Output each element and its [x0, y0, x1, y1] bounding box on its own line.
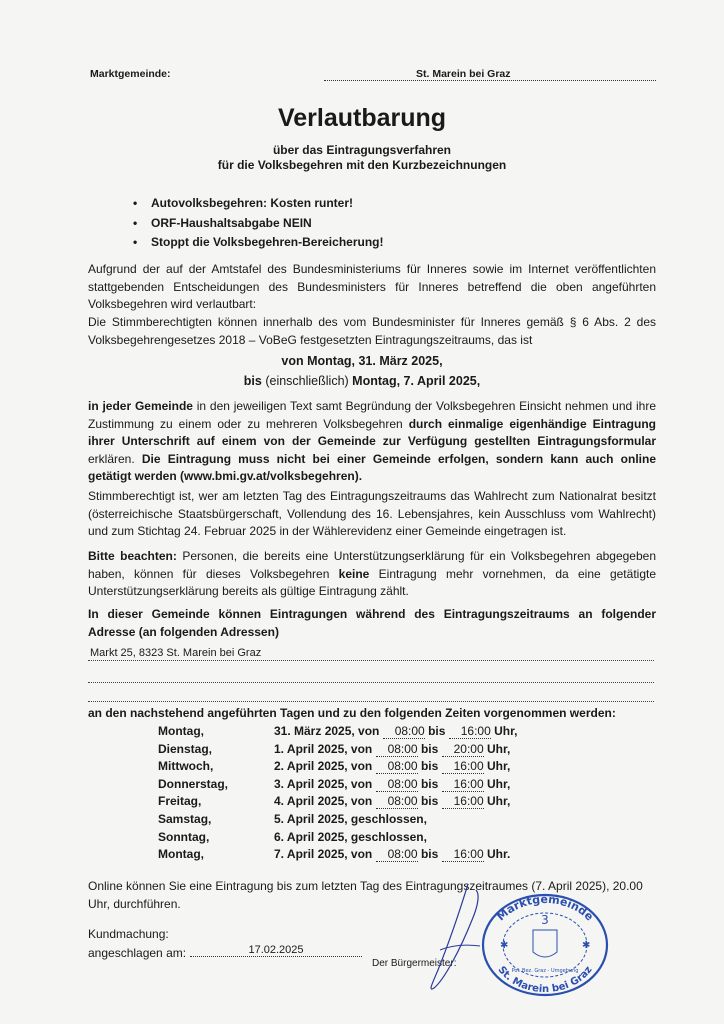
notice-bold-1: Bitte beachten:: [88, 549, 177, 563]
schedule-bis: bis: [428, 724, 446, 738]
schedule-end: Uhr,: [494, 724, 518, 738]
online-note: Online können Sie eine Eintragung bis zum letzten Tag des Eintragungszeitraumes (7. April 2025), 20.00 Uhr, durchführen.: [88, 879, 643, 911]
municipality-value: St. Marein bei Graz: [324, 68, 656, 81]
schedule-day: Montag,: [158, 847, 204, 862]
schedule-end: Uhr,: [486, 794, 511, 809]
star-icon: ✱: [500, 940, 509, 951]
schedule-open: 08:00: [376, 742, 418, 757]
schedule-entry: [274, 794, 510, 809]
schedule-date: 5. April 2025, geschlossen,: [274, 811, 427, 826]
notice-text-2: Eintragung mehr vornehmen, da eine getätigte Unterstützungserklärung bereits als gültige Eintragung zählt.: [88, 566, 656, 598]
schedule-close: 16:00: [449, 724, 491, 739]
intro-paragraph: Aufgrund der auf der Amtstafel des Bundesministeriums für Inneres sowie im Internet veröffentlichten stattgebenden Entscheidungen des Bundesministers für Inneres betreffend die oben angeführten Volksbegehren wird verlautbart:: [88, 262, 656, 311]
municipality-label: Marktgemeinde:: [90, 68, 171, 80]
schedule-open: 08:00: [376, 759, 418, 774]
notice-bold-2: keine: [338, 566, 370, 581]
notice-paragraph: [88, 548, 656, 601]
address-line-2: [88, 669, 654, 683]
schedule-entry: [274, 847, 510, 862]
schedule-close: 16:00: [442, 794, 484, 809]
schedule-date: 2. April 2025, von: [274, 759, 373, 774]
procedure-paragraph: [88, 398, 656, 486]
mayor-label: Der Bürgermeister:: [372, 958, 457, 969]
coat-of-arms-icon: [533, 930, 557, 957]
period-from: von Montag, 31. März 2025,: [281, 354, 443, 368]
initiative-item: • Autovolksbegehren: Kosten runter!: [133, 194, 383, 214]
posted-date: 17.02.2025: [190, 944, 362, 957]
procedure-text-2: erklären.: [88, 451, 142, 466]
voting-right-paragraph: Stimmberechtigt ist, wer am letzten Tag des Eintragungszeitraums das Wahlrecht zum Nationalrat besitzt (österreichische Staatsbürgerschaft, Vollendung des 16. Lebensjahres, kein Ausschluss vom Wahlrecht) und zum Stichtag 24. Februar 2025 in der Wählerevidenz einer Gemeinde eingetragen ist.: [88, 489, 656, 538]
schedule-day: Donnerstag,: [158, 776, 229, 791]
period-to-paren: (einschließlich): [265, 374, 349, 388]
procedure-text-1: in den jeweiligen Text samt Begründung der Volksbegehren Einsicht nehmen und ihre Zustimmung zu einem oder zu mehreren Volksbegehren: [88, 399, 656, 431]
schedule-day: Dienstag,: [158, 741, 213, 756]
address-intro: In dieser Gemeinde können Eintragungen während des Eintragungszeitraums an folgender Adresse (an folgenden Adressen): [88, 607, 656, 639]
stamp-top-text: Marktgemeinde: [494, 892, 596, 924]
schedule-day: Mittwoch,: [158, 759, 214, 774]
schedule-end: Uhr,: [486, 776, 511, 791]
schedule-open: 08:00: [376, 847, 418, 862]
schedule-day: Montag,: [158, 724, 204, 738]
procedure-bold-3: Die Eintragung muss nicht bei einer Gemeinde erfolgen, sondern kann auch online getätigt werden (www.bmi.gv.at/volksbegehren).: [88, 451, 656, 483]
schedule-intro: an den nachstehend angeführten Tagen und zu den folgenden Zeiten vorgenommen werden:: [88, 706, 616, 720]
schedule-date: 1. April 2025, von: [274, 741, 373, 756]
initiative-item: • ORF-Haushaltsabgabe NEIN: [133, 214, 383, 234]
schedule-day: Freitag,: [158, 794, 202, 809]
schedule-close: 16:00: [442, 847, 484, 862]
document-title: Verlautbarung: [277, 104, 447, 132]
schedule-entry: [274, 742, 510, 757]
schedule-day: Samstag,: [158, 811, 212, 826]
schedule-date: 3. April 2025, von: [274, 776, 373, 791]
schedule-entry: [274, 777, 510, 792]
period-to-prefix: bis: [243, 374, 262, 388]
schedule-open: 08:00: [383, 724, 425, 739]
municipal-stamp: [478, 890, 612, 1000]
address-line-1: [88, 647, 654, 661]
procedure-bold-2: durch einmalige eigenhändige Eintragung ihrer Unterschrift auf einem von der Gemeinde zur Verfügung gestellten Eintragungsformular: [88, 416, 656, 448]
initiative-list: [133, 194, 383, 253]
notice-text-1: Personen, die bereits eine Unterstützungserklärung für ein Volksbegehren abgegeben haben, können für dieses Volksbegehren: [88, 549, 657, 581]
schedule-bis: bis: [420, 776, 439, 791]
schedule-close: 16:00: [442, 777, 484, 792]
initiative-item: • Stoppt die Volksbegehren-Bereicherung!: [133, 233, 383, 253]
subtitle-line-2: für die Volksbegehren mit den Kurzbezeichnungen: [217, 158, 507, 172]
star-icon: ✱: [582, 940, 591, 951]
schedule-bis: bis: [420, 759, 439, 774]
period-to: [0, 374, 724, 388]
period-to-date: Montag, 7. April 2025,: [352, 374, 481, 388]
schedule-day: Sonntag,: [158, 829, 210, 844]
stamp-bottom-text: St. Marein bei Graz: [495, 964, 595, 996]
schedule-bis: bis: [420, 847, 439, 862]
schedule-bis: bis: [420, 794, 439, 809]
schedule-date: 6. April 2025, geschlossen,: [274, 829, 427, 844]
stamp-number: 3: [541, 913, 549, 927]
eligibility-paragraph: Die Stimmberechtigten können innerhalb des vom Bundesminister für Inneres gemäß § 6 Abs. 2 des Volksbegehrengesetzes 2018 – VoBeG festgesetzten Eintragungszeitraums, das ist: [88, 315, 656, 347]
schedule-entry: [274, 724, 517, 739]
subtitle-line-1: über das Eintragungsverfahren: [272, 143, 452, 157]
schedule-entry: [274, 759, 510, 774]
schedule-open: 08:00: [376, 777, 418, 792]
schedule-close: 16:00: [442, 759, 484, 774]
schedule-date: 4. April 2025, von: [274, 794, 373, 809]
schedule-end: Uhr,: [486, 741, 511, 756]
schedule-end: Uhr,: [486, 759, 511, 774]
posted-label: angeschlagen am:: [88, 946, 187, 960]
address-text: Markt 25, 8323 St. Marein bei Graz: [90, 647, 262, 659]
schedule-open: 08:00: [376, 794, 418, 809]
schedule-date: 31. März 2025, von: [274, 724, 380, 738]
schedule-close: 20:00: [442, 742, 484, 757]
schedule-bis: bis: [420, 741, 439, 756]
kundmachung-label: Kundmachung:: [88, 927, 169, 941]
schedule-date: 7. April 2025, von: [274, 847, 373, 862]
address-line-3: [88, 688, 654, 702]
procedure-bold-1: in jeder Gemeinde: [88, 399, 193, 413]
stamp-mid-text: Pol. Bez. Graz - Umgebung: [511, 968, 579, 974]
schedule-end: Uhr.: [486, 847, 511, 862]
